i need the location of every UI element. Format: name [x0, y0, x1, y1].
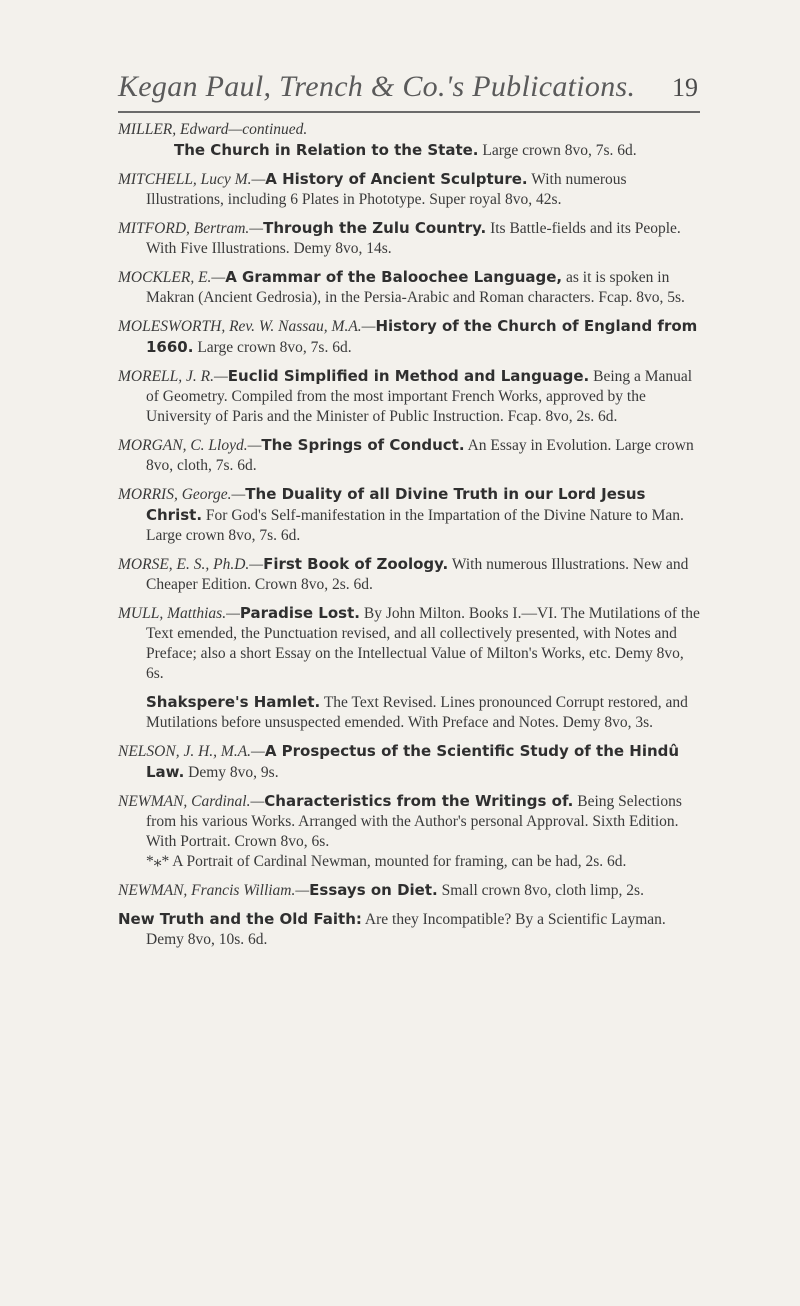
entry-author: NELSON, J. H., M.A.— [118, 743, 265, 760]
entry-details: An Essay in Evolution. Large crown 8vo, cloth, 7s. 6d. [146, 437, 694, 474]
entry-author: MOCKLER, E.— [118, 269, 226, 286]
entry-title: Essays on Diet. [309, 881, 438, 899]
entry-title: New Truth and the Old Faith: [118, 910, 362, 928]
catalogue-entry [118, 316, 700, 358]
entry-details: Being Selections from his various Works. Arranged with the Author's personal Approval. Sixth Edition. With Portrait. Crown 8vo, 6s. [146, 793, 682, 850]
catalogue-entry [118, 120, 700, 161]
page-number: 19 [672, 73, 698, 102]
entry-author: MORGAN, C. Lloyd.— [118, 437, 262, 454]
entry-details: Are they Incompatible? By a Scientific Layman. Demy 8vo, 10s. 6d. [146, 911, 666, 948]
entry-details: as it is spoken in Makran (Ancient Gedrosia), in the Persia-Arabic and Roman characters. Fcap. 8vo, 5s. [146, 269, 685, 306]
entry-details: Small crown 8vo, cloth limp, 2s. [441, 882, 644, 899]
entry-details: The Text Revised. Lines pronounced Corrupt restored, and Mutilations before unsuspected emended. With Preface and Notes. Demy 8vo, 3s. [146, 694, 688, 731]
catalogue-entry [118, 218, 700, 259]
entry-author: MITFORD, Bertram.— [118, 220, 264, 237]
entry-note: *⁎* A Portrait of Cardinal Newman, mounted for framing, can be had, 2s. 6d. [146, 853, 627, 870]
entry-details: With numerous Illustrations. New and Cheaper Edition. Crown 8vo, 2s. 6d. [146, 556, 689, 593]
entry-title: The Duality of all Divine Truth in our Lord Jesus Christ. [146, 485, 646, 524]
entry-details: For God's Self-manifestation in the Impartation of the Divine Nature to Man. Large crown 8vo, 7s. 6d. [146, 507, 684, 544]
entry-author: MULL, Matthias.— [118, 605, 240, 622]
entry-continued: continued. [242, 121, 308, 138]
entry-author: MOLESWORTH, Rev. W. Nassau, M.A.— [118, 318, 376, 335]
header-rule [118, 111, 700, 113]
catalogue-entry [118, 554, 700, 595]
catalogue-entry [118, 880, 700, 901]
entry-title: Paradise Lost. [239, 604, 360, 622]
catalogue-entry [118, 484, 700, 546]
entry-title: A History of Ancient Sculpture. [265, 170, 528, 188]
entry-title: First Book of Zoology. [263, 555, 449, 573]
running-title: Kegan Paul, Trench & Co.'s Publications. [118, 70, 636, 103]
entry-details: Large crown 8vo, 7s. 6d. [482, 142, 637, 159]
entry-title: Shakspere's Hamlet. [146, 693, 321, 711]
catalogue-entry [118, 909, 700, 950]
entry-title: Through the Zulu Country. [263, 219, 487, 237]
entry-title: Euclid Simplified in Method and Language. [227, 367, 590, 385]
entry-title: The Springs of Conduct. [261, 436, 465, 454]
entry-details: With numerous Illustrations, including 6 Plates in Phototype. Super royal 8vo, 42s. [146, 171, 627, 208]
entry-author: MORSE, E. S., Ph.D.— [118, 556, 264, 573]
entry-author: MORELL, J. R.— [118, 368, 228, 385]
catalogue-entry [118, 603, 700, 684]
entry-author: NEWMAN, Cardinal.— [118, 793, 265, 810]
catalogue-entry [118, 169, 700, 210]
entry-details: Demy 8vo, 9s. [188, 764, 279, 781]
entry-title: The Church in Relation to the State. [174, 141, 479, 159]
entry-title: History of the Church of England from 1660. [146, 317, 698, 356]
catalogue-entry [118, 692, 700, 733]
running-header [118, 70, 698, 104]
catalogue-entry [118, 791, 700, 872]
entry-author: NEWMAN, Francis William.— [118, 882, 310, 899]
catalogue-entry [118, 267, 700, 308]
catalogue-entry [118, 366, 700, 427]
entry-title: Characteristics from the Writings of. [264, 792, 574, 810]
entry-title: A Grammar of the Baloochee Language, [225, 268, 563, 286]
entry-details: Large crown 8vo, 7s. 6d. [197, 339, 352, 356]
entry-author: MITCHELL, Lucy M.— [118, 171, 266, 188]
catalogue-entry [118, 435, 700, 476]
entry-author: MILLER, Edward— [118, 121, 243, 138]
entry-details: By John Milton. Books I.—VI. The Mutilations of the Text emended, the Punctuation revised, and all collectively presented, with Notes and Preface; also a short Essay on the Intellectual Value of Milton's Works, etc. Demy 8vo, 6s. [146, 605, 700, 682]
catalogue-entry [118, 741, 700, 783]
catalogue-entries [118, 120, 700, 958]
entry-details: Its Battle-fields and its People. With Five Illustrations. Demy 8vo, 14s. [146, 220, 681, 257]
entry-title: A Prospectus of the Scientific Study of the Hindû Law. [146, 742, 680, 781]
entry-details: Being a Manual of Geometry. Compiled from the most important French Works, approved by the University of Paris and the Minister of Public Instruction. Fcap. 8vo, 2s. 6d. [146, 368, 693, 425]
entry-author: MORRIS, George.— [118, 486, 246, 503]
